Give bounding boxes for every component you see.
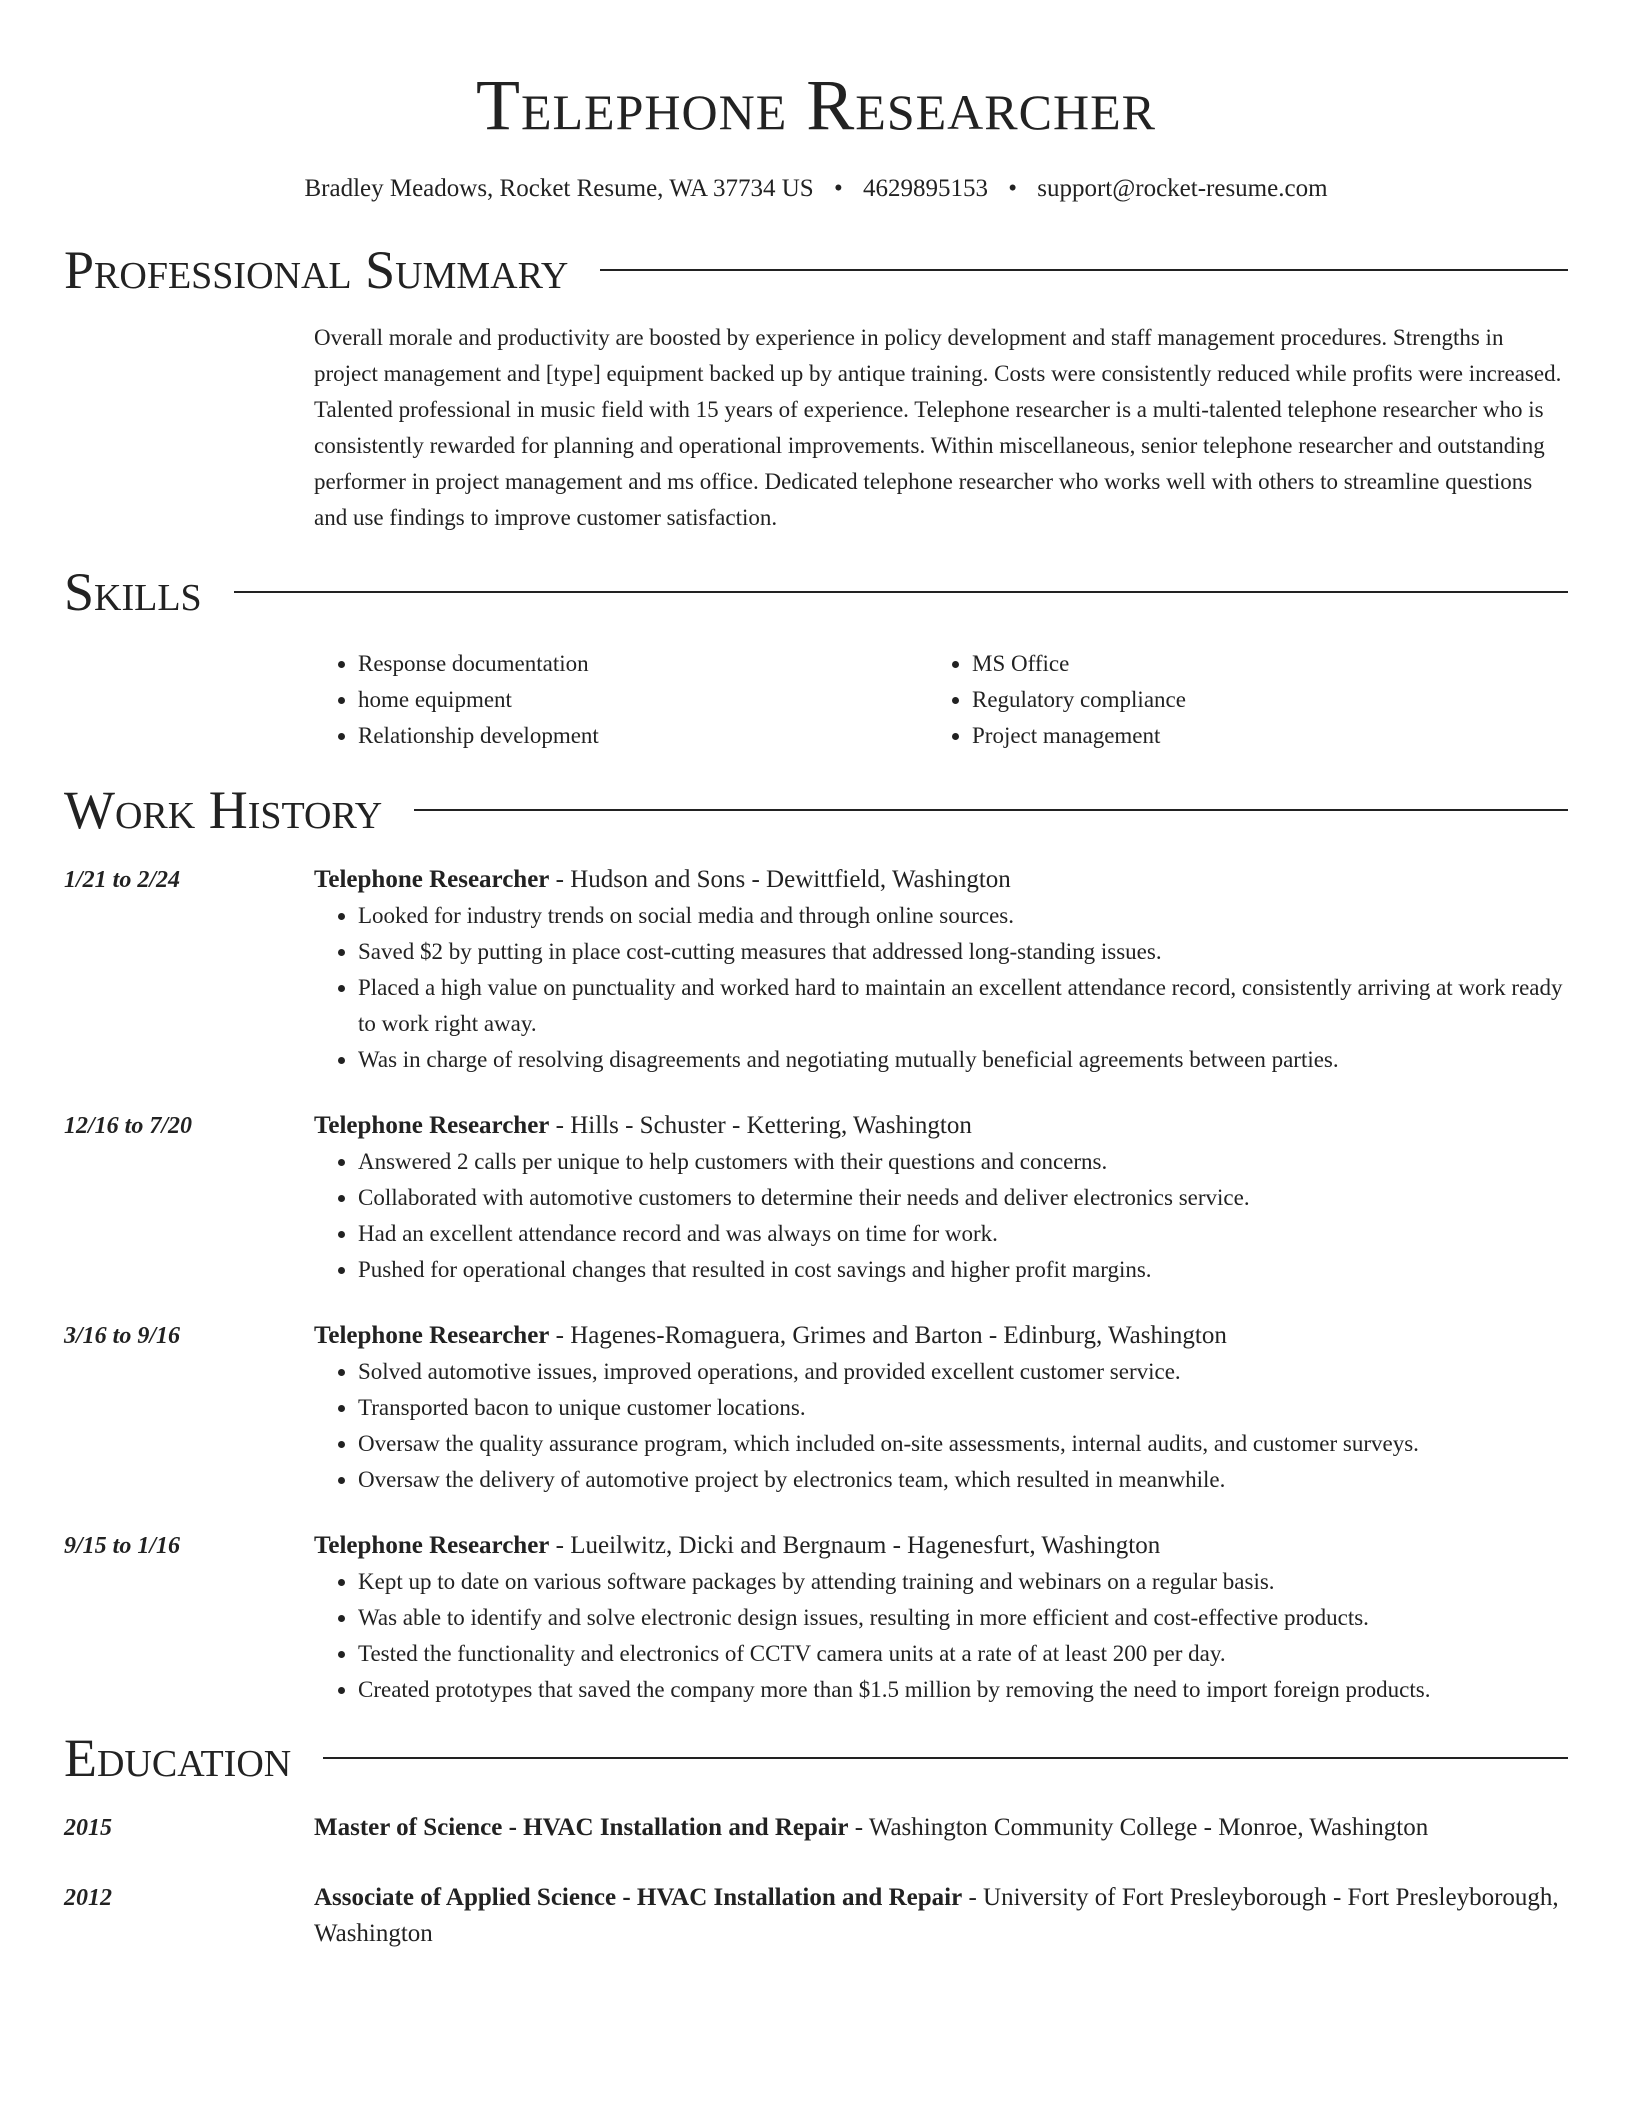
job-role: Telephone Researcher	[314, 1322, 550, 1349]
summary-section	[64, 230, 1568, 536]
skill-item: • Relationship development	[358, 718, 928, 754]
job-role: Telephone Researcher	[314, 1112, 550, 1139]
job-bullet: • Looked for industry trends on social media and through online sources.	[358, 898, 1568, 934]
education-entry	[64, 1810, 1568, 1846]
skill-item: • Response documentation	[358, 646, 928, 682]
job-bullet: • Was able to identify and solve electronic design issues, resulting in more efficient and cost-effective products.	[358, 1600, 1568, 1636]
work-entry	[64, 1528, 1568, 1708]
skills-list	[314, 646, 1568, 754]
work-dates: 1/21 to 2/24	[64, 867, 181, 893]
skill-item: • MS Office	[972, 646, 1542, 682]
education-year: 2012	[64, 1885, 112, 1911]
skills-column-right	[928, 646, 1542, 754]
education-degree: Associate of Applied Science - HVAC Installation and Repair	[314, 1884, 963, 1911]
candidate-name: Telephone Researcher	[475, 65, 1156, 145]
skill-item: • home equipment	[358, 682, 928, 718]
education-year: 2015	[64, 1815, 112, 1841]
job-bullet: • Collaborated with automotive customers to determine their needs and deliver electronics service.	[358, 1180, 1568, 1216]
section-divider	[600, 269, 1568, 271]
work-details	[314, 1108, 1568, 1288]
summary-heading	[64, 230, 1568, 310]
education-school: - University of Fort Presleyborough - Fort Presleyborough, Washington	[314, 1884, 1559, 1947]
job-employer: - Hudson and Sons - Dewittfield, Washington	[549, 866, 1011, 893]
job-bullet: • Transported bacon to unique customer locations.	[358, 1390, 1568, 1426]
job-bullet: • Was in charge of resolving disagreements and negotiating mutually beneficial agreements between parties.	[358, 1042, 1568, 1078]
job-bullet: • Oversaw the delivery of automotive project by electronics team, which resulted in meanwhile.	[358, 1462, 1568, 1498]
skills-title: Skills	[64, 562, 202, 622]
work-dates: 3/16 to 9/16	[64, 1323, 181, 1349]
education-title: Education	[64, 1728, 292, 1788]
job-employer: - Lueilwitz, Dicki and Bergnaum - Hagenesfurt, Washington	[549, 1532, 1161, 1559]
education-title-line	[314, 1880, 1568, 1952]
summary-title: Professional Summary	[64, 240, 569, 300]
education-details	[314, 1810, 1568, 1846]
section-divider	[414, 809, 1568, 811]
skills-column-left	[314, 646, 928, 754]
job-bullet: • Kept up to date on various software packages by attending training and webinars on a regular basis.	[358, 1564, 1568, 1600]
job-bullet: • Pushed for operational changes that resulted in cost savings and higher profit margins.	[358, 1252, 1568, 1288]
summary-text: Overall morale and productivity are boosted by experience in policy development and staff management procedures. Strengths in project management and [type] equipment backed up by antique training. Costs were consistently reduced while profits were increased. Talented professional in music field with 15 years of experience. Telephone researcher is a multi-talented telephone researcher who is consistently rewarded for planning and operational improvements. Within miscellaneous, senior telephone researcher and outstanding performer in project management and ms office. Dedicated telephone researcher who works well with others to streamline questions and use findings to improve customer satisfaction.	[314, 325, 1562, 530]
contact-separator: •	[1008, 175, 1017, 202]
skills-heading	[64, 552, 1568, 632]
job-role: Telephone Researcher	[314, 1532, 550, 1559]
job-employer: - Hills - Schuster - Kettering, Washington	[549, 1112, 972, 1139]
job-bullet: • Oversaw the quality assurance program, which included on-site assessments, internal audits, and customer surveys.	[358, 1426, 1568, 1462]
job-bullets	[314, 1144, 1568, 1288]
education-school: - Washington Community College - Monroe, Washington	[848, 1814, 1429, 1841]
contact-phone: 4629895153	[862, 175, 988, 202]
job-bullets	[314, 898, 1568, 1078]
contact-email: support@rocket-resume.com	[1037, 175, 1328, 202]
job-bullet: • Solved automotive issues, improved operations, and provided excellent customer service.	[358, 1354, 1568, 1390]
education-entry	[64, 1880, 1568, 1952]
contact-separator: •	[833, 175, 843, 202]
job-bullets	[314, 1354, 1568, 1498]
work-title-line	[314, 1528, 1568, 1564]
job-bullet: • Had an excellent attendance record and was always on time for work.	[358, 1216, 1568, 1252]
work-details	[314, 1528, 1568, 1708]
job-bullets	[314, 1564, 1568, 1708]
skill-item: • Project management	[972, 718, 1542, 754]
education-details	[314, 1880, 1568, 1952]
work-heading	[64, 770, 1568, 850]
job-bullet: • Saved $2 by putting in place cost-cutting measures that addressed long-standing issues.	[358, 934, 1568, 970]
education-degree: Master of Science - HVAC Installation and Repair	[314, 1814, 849, 1841]
contact-line	[64, 172, 1568, 206]
work-section	[64, 770, 1568, 1708]
work-details	[314, 1318, 1568, 1498]
work-dates: 9/15 to 1/16	[64, 1533, 181, 1559]
section-divider	[323, 1757, 1568, 1759]
job-employer: - Hagenes-Romaguera, Grimes and Barton - Edinburg, Washington	[549, 1322, 1227, 1349]
work-title-line	[314, 862, 1568, 898]
work-dates: 12/16 to 7/20	[64, 1113, 193, 1139]
work-details	[314, 862, 1568, 1078]
skill-item: • Regulatory compliance	[972, 682, 1542, 718]
job-role: Telephone Researcher	[314, 866, 550, 893]
work-title: Work History	[64, 780, 383, 840]
skills-section	[64, 552, 1568, 754]
education-heading	[64, 1718, 1568, 1798]
education-section	[64, 1718, 1568, 1952]
contact-address: Bradley Meadows, Rocket Resume, WA 37734 US	[304, 175, 814, 202]
work-entry	[64, 862, 1568, 1078]
work-entry	[64, 1108, 1568, 1288]
job-bullet: • Answered 2 calls per unique to help customers with their questions and concerns.	[358, 1144, 1568, 1180]
work-entry	[64, 1318, 1568, 1498]
job-bullet: • Created prototypes that saved the company more than $1.5 million by removing the need to import foreign products.	[358, 1672, 1568, 1708]
education-title-line	[314, 1810, 1568, 1846]
section-divider	[234, 591, 1568, 593]
work-title-line	[314, 1318, 1568, 1354]
job-bullet: • Tested the functionality and electronics of CCTV camera units at a rate of at least 200 per day.	[358, 1636, 1568, 1672]
work-title-line	[314, 1108, 1568, 1144]
resume-header	[64, 50, 1568, 206]
job-bullet: • Placed a high value on punctuality and worked hard to maintain an excellent attendance record, consistently arriving at work ready to work right away.	[358, 970, 1568, 1042]
